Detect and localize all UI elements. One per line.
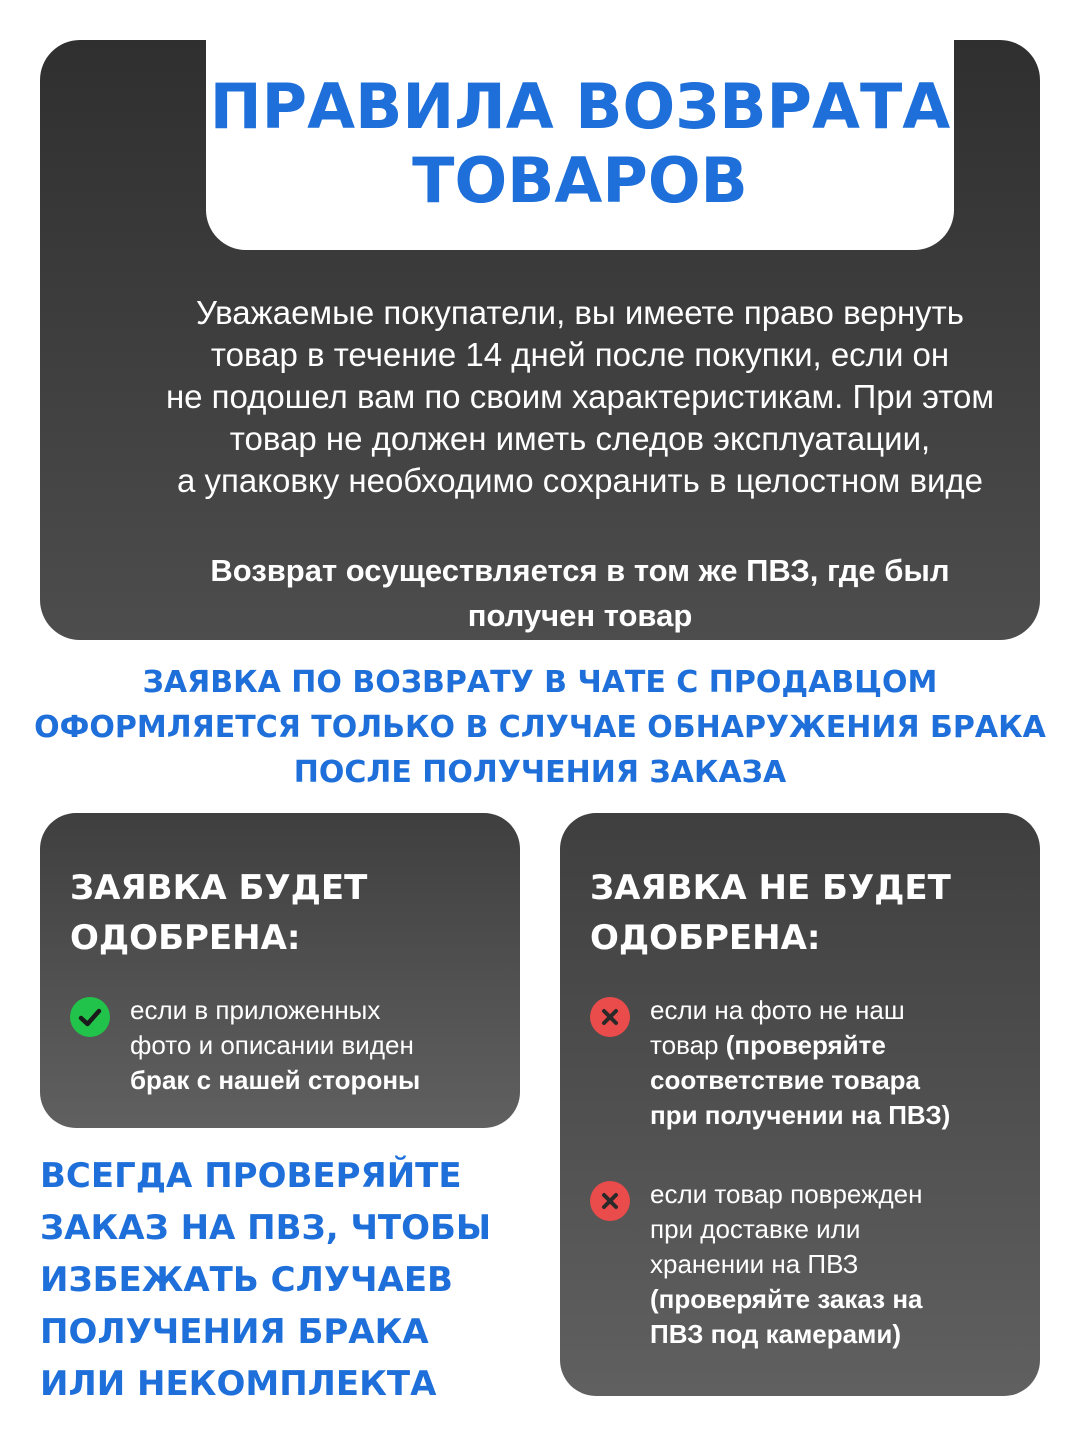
check-order-reminder (40, 1150, 540, 1410)
return-location-note (110, 548, 1050, 638)
rejected-item-line: при доставке или (650, 1214, 861, 1244)
rejected-item-line (650, 1317, 1020, 1352)
close-icon (590, 997, 630, 1037)
reminder-line: ЗАКАЗ НА ПВЗ, ЧТОБЫ (40, 1208, 492, 1248)
rejected-card (560, 813, 1040, 1396)
rejected-item-line: если на фото не наш (650, 995, 905, 1025)
reminder-line: ПОЛУЧЕНИЯ БРАКА (40, 1312, 429, 1352)
rejected-title-line: ОДОБРЕНА: (590, 918, 821, 958)
approved-item-line: если в приложенных (130, 995, 381, 1025)
rejected-item-text (650, 993, 1020, 1133)
rejected-item-plain: товар (650, 1030, 726, 1060)
reminder-line: ИЗБЕЖАТЬ СЛУЧАЕВ (40, 1260, 453, 1300)
page-title-line-2: ТОВАРОВ (412, 144, 748, 217)
approved-item-text (130, 993, 500, 1098)
intro-line: товар в течение 14 дней после покупки, если он (210, 336, 950, 373)
reminder-line: ИЛИ НЕКОМПЛЕКТА (40, 1364, 437, 1404)
intro-line: товар не должен иметь следов эксплуатации, (229, 420, 931, 457)
rejected-item-text (650, 1177, 1020, 1352)
approved-card (40, 813, 520, 1128)
close-icon (590, 1181, 630, 1221)
rejected-item-bold: (проверяйте заказ на (650, 1284, 923, 1314)
rejected-item-line: хранении на ПВЗ (650, 1249, 859, 1279)
rejected-item-line: если товар поврежден (650, 1179, 923, 1209)
approved-title-line: ЗАЯВКА БУДЕТ (70, 868, 368, 908)
approved-title-line: ОДОБРЕНА: (70, 918, 301, 958)
rejected-item-line (650, 1282, 1020, 1317)
note-line: получен товар (467, 598, 693, 633)
title-banner (206, 40, 954, 250)
rejected-item-bold: соответствие товара (650, 1065, 921, 1095)
intro-text (110, 292, 1050, 502)
intro-line: а упаковку необходимо сохранить в целостном виде (176, 462, 984, 499)
notice-line: ОФОРМЛЯЕТСЯ ТОЛЬКО В СЛУЧАЕ ОБНАРУЖЕНИЯ БРАКА (34, 710, 1046, 745)
intro-line: Уважаемые покупатели, вы имеете право вернуть (196, 294, 964, 331)
rejected-item-line (650, 1028, 1020, 1063)
page-title (206, 40, 954, 218)
notice-line: ЗАЯВКА ПО ВОЗВРАТУ В ЧАТЕ С ПРОДАВЦОМ (142, 665, 938, 700)
rejected-item-line (650, 1063, 1020, 1098)
approved-item-bold-line (130, 1063, 500, 1098)
rejected-item-bold: (проверяйте (725, 1030, 886, 1060)
intro-card (40, 40, 1040, 640)
reminder-line: ВСЕГДА ПРОВЕРЯЙТЕ (40, 1156, 462, 1196)
approved-item-line: фото и описании виден (130, 1030, 414, 1060)
notice-line: ПОСЛЕ ПОЛУЧЕНИЯ ЗАКАЗА (293, 755, 787, 790)
rejected-item-bold: ПВЗ под камерами) (650, 1319, 901, 1349)
check-icon (70, 997, 110, 1037)
rejected-item-line (650, 1098, 1020, 1133)
approved-title (70, 863, 367, 963)
page-title-line-1: ПРАВИЛА ВОЗВРАТА (209, 70, 951, 143)
rejected-title (590, 863, 951, 963)
return-request-notice (30, 660, 1050, 795)
note-line: Возврат осуществляется в том же ПВЗ, где был (210, 553, 950, 588)
rejected-item-bold: при получении на ПВЗ) (650, 1100, 951, 1130)
intro-line: не подошел вам по своим характеристикам. При этом (165, 378, 995, 415)
rejected-title-line: ЗАЯВКА НЕ БУДЕТ (590, 868, 951, 908)
approved-item-bold: брак с нашей стороны (130, 1065, 421, 1095)
